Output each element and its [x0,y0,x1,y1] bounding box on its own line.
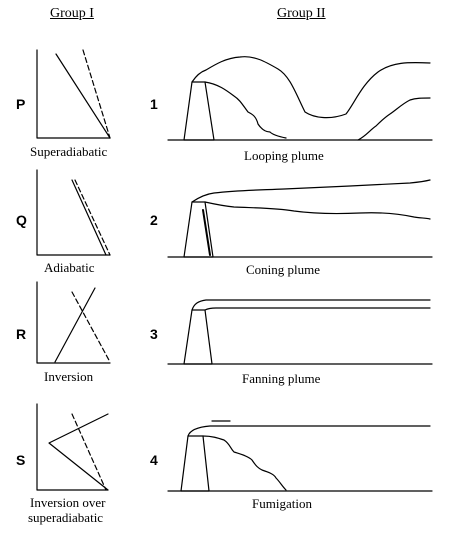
label-p: P [16,96,26,112]
plume-coning [168,180,432,257]
number-2: 2 [150,212,158,228]
plume-bottom-right-1 [358,98,430,140]
plume-bottom-4 [203,436,286,490]
caption-superadiabatic-2: superadiabatic [28,510,104,525]
plume-fumigation [168,421,432,491]
axes-s [37,404,108,490]
adiabatic-line-p [83,50,110,138]
plume-top-4 [188,426,430,436]
plume-bottom-2 [205,202,430,219]
axes-p [37,50,110,138]
caption-fanning-plume: Fanning plume [242,371,321,386]
profile-inversion-over-superadiabatic [37,404,108,490]
profile-inversion [37,282,110,363]
adiabatic-line-r [72,292,110,362]
environment-line-p [56,54,110,138]
caption-coning-plume: Coning plume [246,262,321,277]
stack-4 [181,436,209,491]
environment-line-r [55,288,95,362]
label-q: Q [16,212,27,228]
plume-top-1 [192,57,430,118]
label-s: S [16,452,26,468]
group-i-header: Group I [50,6,94,21]
environment-line-s [49,414,108,490]
caption-adiabatic: Adiabatic [44,260,95,275]
number-1: 1 [150,96,158,112]
adiabatic-line-q [75,180,110,255]
label-r: R [16,326,27,342]
profile-adiabatic [37,170,110,255]
number-4: 4 [150,452,158,468]
plume-top-2 [192,180,430,202]
profile-superadiabatic [37,50,110,138]
caption-looping-plume: Looping plume [244,148,324,163]
plume-looping [168,57,432,140]
stack-1 [184,82,214,140]
plume-bottom-left-1 [205,82,286,138]
group-ii-header: Group II [277,6,326,21]
caption-inversion-over: Inversion over [30,495,106,510]
caption-inversion: Inversion [44,369,94,384]
number-3: 3 [150,326,158,342]
plume-bottom-3 [205,308,430,310]
environment-line-q [72,180,106,255]
caption-fumigation: Fumigation [252,496,312,511]
caption-superadiabatic: Superadiabatic [30,144,108,159]
stack-3 [184,310,212,364]
plume-fanning [168,300,432,364]
adiabatic-line-s [72,414,106,490]
